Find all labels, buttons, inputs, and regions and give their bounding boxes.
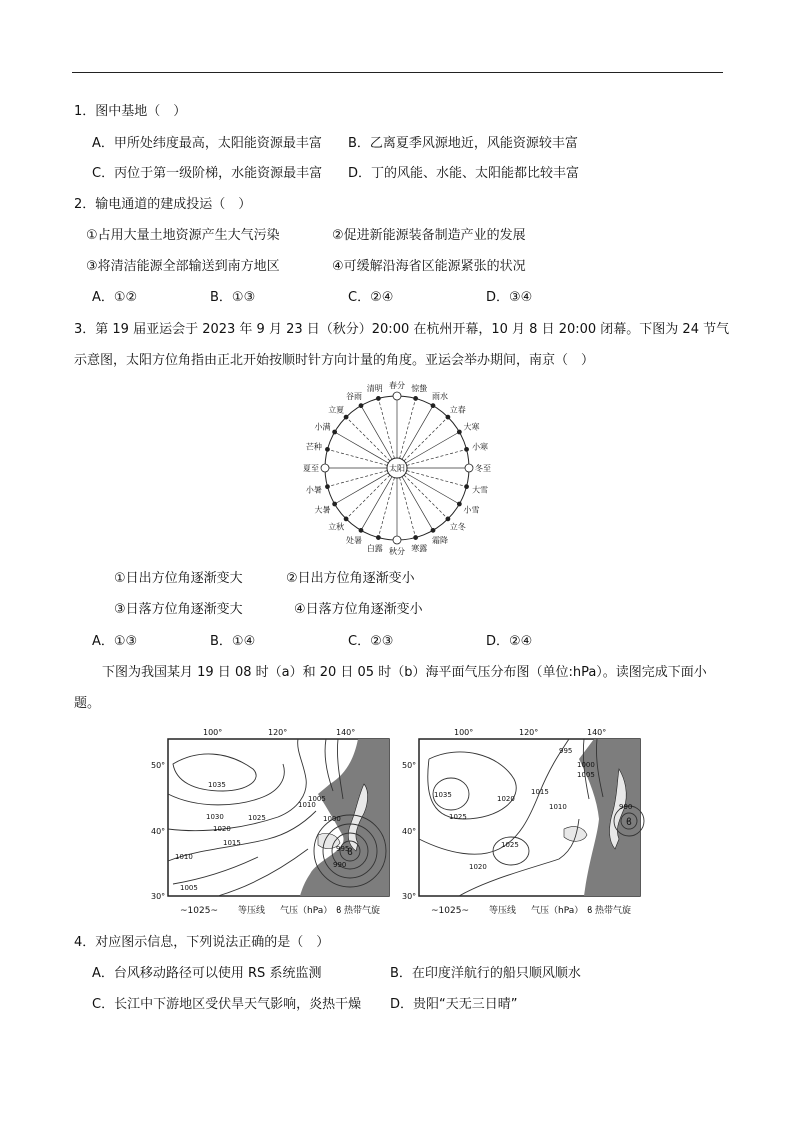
legend-isobar-sample: ~1025~ (431, 906, 469, 916)
isobar-label-a: 995 (336, 845, 350, 853)
q2-statement-3: ③将清洁能源全部输送到南方地区 (86, 259, 280, 274)
q3-statement-1: ①日出方位角逐渐变大 (114, 571, 243, 586)
solar-term-label: 大雪 (472, 485, 489, 495)
sun-label: 太阳 (389, 464, 405, 473)
solar-term-marker (321, 464, 329, 472)
isobar-label-a: 1010 (175, 853, 193, 861)
isobar-label-b: 1025 (501, 841, 519, 849)
longitude-label: 120° (268, 728, 288, 737)
solar-term-label: 小寒 (472, 442, 489, 452)
solar-term-marker (376, 536, 380, 540)
solar-term-ray (397, 468, 416, 538)
intro-line1: 下图为我国某月 19 日 08 时（a）和 20 日 05 时（b）海平面气压分布图（单位:hPa）。读图完成下面小 (102, 665, 707, 680)
solar-term-label: 大寒 (463, 422, 480, 432)
q2-option-a[interactable]: A．①② (92, 290, 138, 305)
solar-term-label: 冬至 (475, 464, 491, 473)
q3-stem-line2: 示意图，太阳方位角指由正北开始按顺时针方向计量的角度。亚运会举办期间，南京（ ） (74, 353, 595, 368)
solar-term-marker (393, 536, 401, 544)
legend-pressure-label: 气压（hPa） (280, 906, 333, 916)
q3-statement-2: ②日出方位角逐渐变小 (286, 571, 415, 586)
q4-option-a[interactable]: A．台风移动路径可以使用 RS 系统监测 (92, 966, 322, 981)
pressure-maps-figure (150, 724, 650, 920)
solar-term-marker (446, 415, 450, 419)
q3-option-a[interactable]: A．①③ (92, 634, 138, 649)
legend-isobar-label: 等压线 (238, 906, 266, 916)
solar-term-ray (346, 468, 397, 519)
svg-text:ϐ: ϐ (346, 847, 354, 858)
isobar-label-b: 1005 (577, 771, 595, 779)
q2-statement-1: ①占用大量土地资源产生大气污染 (86, 228, 280, 243)
legend-isobar-sample: ~1025~ (180, 906, 218, 916)
solar-term-marker (446, 517, 450, 521)
q1-option-d[interactable]: D．丁的风能、水能、太阳能都比较丰富 (348, 166, 580, 181)
longitude-label: 140° (587, 728, 607, 737)
cyclone-icon: ϐ (336, 906, 342, 916)
solar-term-marker (393, 392, 401, 400)
solar-term-label: 雨水 (432, 392, 448, 402)
q1-option-b[interactable]: B．乙离夏季风源地近，风能资源较丰富 (348, 136, 578, 151)
q4-option-b[interactable]: B．在印度洋航行的船只顺风顺水 (390, 966, 581, 981)
latitude-label: 50° (151, 761, 166, 770)
solar-term-ray (327, 449, 397, 468)
solar-term-label: 霜降 (432, 535, 448, 545)
solar-term-ray (378, 398, 397, 468)
latitude-label: 50° (402, 761, 417, 770)
isobar-label-b: 1020 (497, 795, 515, 803)
isobar-label-b: 1035 (434, 791, 452, 799)
solar-term-label: 寒露 (411, 544, 428, 554)
solar-term-label: 小暑 (305, 485, 322, 495)
isobar-label-b: 1010 (549, 803, 567, 811)
longitude-label: 100° (203, 728, 223, 737)
solar-term-ray (346, 417, 397, 468)
isobar-label-a: 1000 (323, 815, 341, 823)
isobar-label-a: 1005 (308, 795, 326, 803)
solar-term-label: 清明 (366, 383, 383, 393)
legend-cyclone-label: 热带气旋 (344, 906, 381, 916)
q4-stem: 4．对应图示信息，下列说法正确的是（ ） (74, 935, 330, 950)
solar-term-ray (397, 468, 467, 487)
solar-term-ray (397, 432, 459, 468)
solar-term-label: 立冬 (449, 522, 466, 532)
longitude-label: 140° (336, 728, 356, 737)
header-rule (72, 72, 723, 73)
solar-term-marker (414, 396, 418, 400)
solar-term-marker (359, 528, 363, 532)
solar-term-marker (344, 517, 348, 521)
isobar-label-a: 1030 (206, 813, 224, 821)
solar-term-marker (465, 464, 473, 472)
solar-term-label: 白露 (366, 544, 383, 554)
solar-term-ray (361, 468, 397, 530)
solar-term-label: 春分 (389, 381, 405, 390)
solar-term-ray (397, 449, 467, 468)
q2-statement-2: ②促进新能源装备制造产业的发展 (332, 228, 526, 243)
cyclone-icon: ϐ (587, 906, 593, 916)
solar-term-label: 立秋 (328, 522, 345, 532)
longitude-label: 100° (454, 728, 474, 737)
solar-term-marker (457, 430, 461, 434)
isobar-label-a: 1020 (213, 825, 231, 833)
solar-term-ray (397, 406, 433, 468)
q4-option-d[interactable]: D．贵阳“天无三日晴” (390, 997, 518, 1012)
solar-term-ray (335, 468, 397, 504)
legend-isobar-label: 等压线 (489, 906, 517, 916)
solar-term-marker (465, 447, 469, 451)
solar-term-marker (457, 502, 461, 506)
q1-option-c[interactable]: C．丙位于第一级阶梯，水能资源最丰富 (92, 166, 323, 181)
isobar-label-b: 1020 (469, 863, 487, 871)
svg-text:ϐ: ϐ (625, 817, 633, 828)
q3-statement-3: ③日落方位角逐渐变大 (114, 602, 243, 617)
isobar-label-a: 1010 (298, 801, 316, 809)
solar-term-label: 惊蛰 (411, 383, 428, 393)
latitude-label: 30° (402, 892, 417, 901)
solar-term-label: 秋分 (389, 547, 405, 556)
isobar-label-b: 1015 (531, 788, 549, 796)
isobar-label-a: 1015 (223, 839, 241, 847)
q2-statement-4: ④可缓解沿海省区能源紧张的状况 (332, 259, 526, 274)
solar-term-label: 小满 (314, 422, 331, 432)
solar-term-marker (465, 485, 469, 489)
isobar-label-b: 1000 (577, 761, 595, 769)
solar-term-ray (397, 468, 459, 504)
solar-term-label: 立夏 (328, 405, 345, 415)
solar-term-marker (431, 528, 435, 532)
solar-term-ray (397, 468, 433, 530)
q3-statement-4: ④日落方位角逐渐变小 (294, 602, 423, 617)
q1-option-a[interactable]: A．甲所处纬度最高，太阳能资源最丰富 (92, 136, 322, 151)
q3-option-c[interactable]: C．②③ (348, 634, 394, 649)
solar-term-ray (361, 406, 397, 468)
q3-option-b[interactable]: B．①④ (210, 634, 256, 649)
latitude-label: 30° (151, 892, 166, 901)
legend-pressure-label: 气压（hPa） (531, 906, 584, 916)
q2-option-c[interactable]: C．②④ (348, 290, 394, 305)
isobar-label-b: 995 (559, 747, 573, 755)
solar-term-label: 处暑 (346, 535, 362, 545)
isobar-label-a: 990 (333, 861, 347, 869)
solar-term-marker (333, 430, 337, 434)
q2-option-b[interactable]: B．①③ (210, 290, 256, 305)
q2-stem: 2．输电通道的建成投运（ ） (74, 197, 252, 212)
solar-term-marker (414, 536, 418, 540)
latitude-label: 40° (402, 827, 417, 836)
solar-term-marker (376, 396, 380, 400)
solar-term-label: 芒种 (305, 442, 322, 452)
solar-term-ray (397, 468, 448, 519)
solar-term-marker (325, 485, 329, 489)
solar-term-label: 大暑 (314, 505, 331, 515)
solar-terms-diagram (292, 377, 502, 559)
q3-stem-line1: 3．第 19 届亚运会于 2023 年 9 月 23 日（秋分）20:00 在杭州开幕，10 月 8 日 20:00 闭幕。下图为 24 节气 (74, 322, 730, 337)
latitude-label: 40° (151, 827, 166, 836)
solar-term-marker (431, 404, 435, 408)
solar-term-ray (335, 432, 397, 468)
q1-stem: 1．图中基地（ ） (74, 104, 187, 119)
q3-option-d[interactable]: D．②④ (486, 634, 533, 649)
solar-term-marker (325, 447, 329, 451)
solar-term-marker (359, 404, 363, 408)
solar-term-ray (327, 468, 397, 487)
isobar-label-a: 1005 (180, 884, 198, 892)
intro-line2: 题。 (74, 696, 101, 711)
isobar-label-b: 990 (619, 803, 633, 811)
isobar-label-b: 1025 (449, 813, 467, 821)
solar-term-marker (344, 415, 348, 419)
solar-term-ray (397, 417, 448, 468)
isobar-label-a: 1025 (248, 814, 266, 822)
q2-option-d[interactable]: D．③④ (486, 290, 533, 305)
solar-term-ray (397, 398, 416, 468)
isobar-label-a: 1035 (208, 781, 226, 789)
solar-term-label: 谷雨 (346, 392, 362, 402)
longitude-label: 120° (519, 728, 539, 737)
solar-term-ray (378, 468, 397, 538)
solar-term-label: 立春 (449, 405, 466, 415)
solar-term-label: 夏至 (303, 464, 319, 473)
map-a (168, 739, 389, 896)
solar-term-label: 小雪 (463, 505, 480, 515)
q4-option-c[interactable]: C．长江中下游地区受伏旱天气影响，炎热干燥 (92, 997, 362, 1012)
solar-term-marker (333, 502, 337, 506)
legend-cyclone-label: 热带气旋 (595, 906, 632, 916)
